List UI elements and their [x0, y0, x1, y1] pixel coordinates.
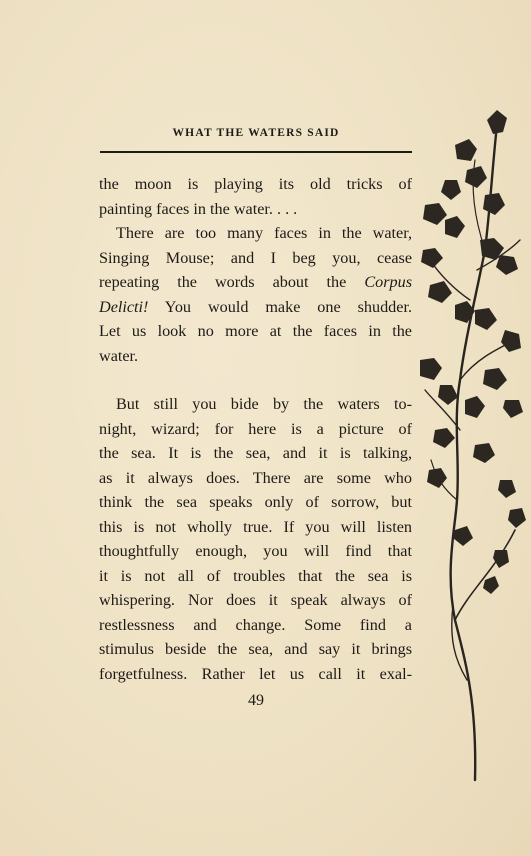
- body-text: [99, 172, 412, 686]
- text-line: night, wizard; for here is a picture of: [99, 419, 412, 438]
- paragraph-3: [99, 392, 412, 686]
- text-line: Singing Mouse; and I beg you, cease: [99, 248, 412, 267]
- text-line: as it always does. There are some who: [99, 468, 412, 487]
- text-line: Let us look no more at the faces in the: [99, 322, 412, 340]
- text-line: the moon is playing its old tricks of: [99, 175, 412, 193]
- paragraph-1: [99, 172, 412, 221]
- text-line: Delicti! You would make one shudder.: [99, 297, 412, 316]
- text-line: painting faces in the water. . . .: [99, 199, 298, 218]
- running-header: WHAT THE WATERS SAID: [172, 127, 340, 139]
- text-line: But still you bide by the waters to-: [116, 395, 412, 413]
- text-line: water.: [99, 346, 139, 365]
- text-line: thoughtfully enough, you will find that: [99, 542, 412, 560]
- text-line: the sea. It is the sea, and it is talking,: [99, 444, 412, 462]
- page-number: 49: [248, 692, 264, 709]
- vine-illustration: [415, 100, 531, 800]
- text-line: restlessness and change. Some find a: [99, 615, 412, 634]
- text-line: think the sea speaks only of sorrow, but: [99, 493, 412, 511]
- paragraph-2: [99, 221, 412, 368]
- text-line: There are too many faces in the water,: [116, 224, 412, 242]
- text-line: whispering. Nor does it speak always of: [99, 591, 412, 609]
- text-line: stimulus beside the sea, and say it brings: [99, 640, 412, 658]
- text-line: forgetfulness. Rather let us call it exal-: [99, 664, 412, 683]
- text-line: this is not wholly true. If you will listen: [99, 517, 412, 536]
- text-line: repeating the words about the Corpus: [99, 273, 412, 291]
- text-line: it is not all of troubles that the sea is: [99, 566, 412, 585]
- header-rule: [100, 151, 412, 153]
- paragraph-gap: [99, 368, 412, 392]
